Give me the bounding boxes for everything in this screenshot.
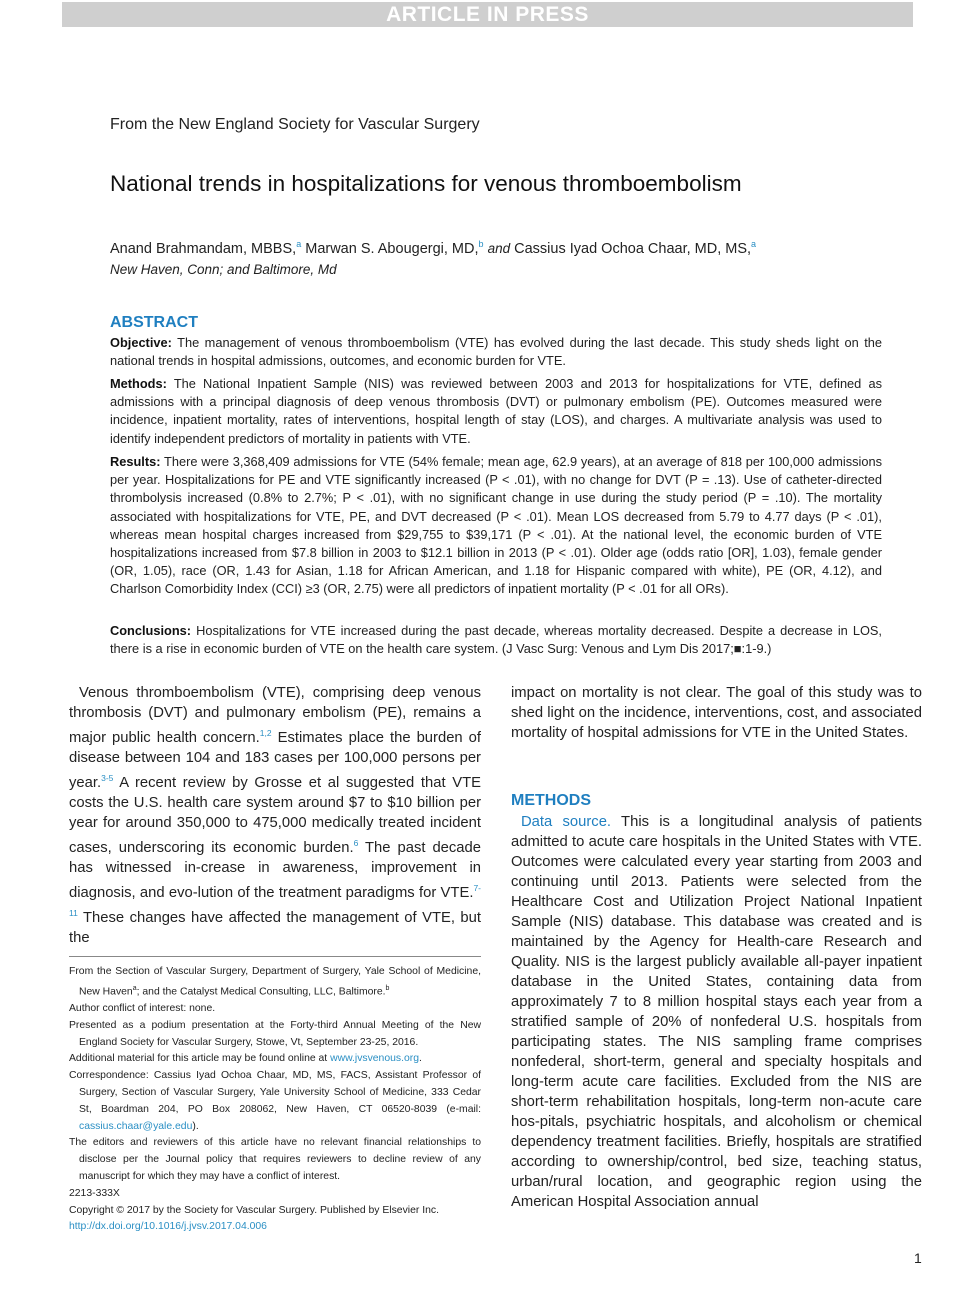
methods-heading: METHODS [511, 792, 591, 809]
affiliation-mark: a [296, 239, 302, 249]
author-conjunction: and [487, 240, 511, 256]
subsection-heading: Data source. [521, 814, 612, 830]
abstract-results [110, 453, 882, 599]
journal-website-link[interactable]: www.jvsvenous.org [330, 1053, 419, 1065]
abstract-methods [110, 375, 882, 448]
footnote-text: . [419, 1053, 422, 1065]
author-name: Marwan S. Abougergi, MD, [305, 240, 479, 257]
article-title: National trends in hospitalizations for venous thromboembolism [110, 171, 742, 196]
intro-continuation: impact on mortality is not clear. The goal of this study was to shed light on the incidence, interventions, cost, and associated mortality of hospital admissions for VTE in the United States. [511, 685, 922, 741]
footnote-text: From the Section of Vascular Surgery, Department of Surgery, Yale School of Medicine, New Haven [69, 966, 481, 998]
footnote-text: Additional material for this article may be found online at [69, 1053, 331, 1065]
intro-paragraph [69, 683, 481, 948]
footnote-correspondence [69, 1068, 481, 1135]
body-text: Venous thromboembolism (VTE), comprising deep venous thrombosis (DVT) and pulmonary embolism (PE), remains a major public health concern. [69, 685, 481, 746]
footnote-affiliations [69, 964, 481, 1001]
abstract-conclusions [110, 622, 882, 658]
footnote-text: ; and the Catalyst Medical Consulting, LLC, Baltimore. [136, 986, 386, 998]
author-name: Cassius Iyad Ochoa Chaar, MD, MS, [514, 240, 752, 257]
body-text: Estimates place the burden of disease between 104 and 183 cases per 100,000 persons per year. [69, 729, 482, 791]
author-location: New Haven, Conn; and Baltimore, Md [110, 262, 337, 277]
citation-ref[interactable]: 7-11 [69, 882, 481, 918]
copyright: Copyright © 2017 by the Society for Vascular Surgery. Published by Elsevier Inc. [69, 1204, 439, 1216]
footnote-text: Correspondence: Cassius Iyad Ochoa Chaar, MD, MS, FACS, Assistant Professor of Surgery, Section of Vascular Surgery, Yale University School of Medicine, 333 Cedar St, Boardman 204, PO Box 208062, New Haven, CT 06520-8039 (e-mail: [69, 1070, 481, 1115]
footnote-additional-material [69, 1051, 481, 1068]
email-link[interactable]: cassius.chaar@yale.edu [79, 1120, 193, 1132]
footnote-conflict: Author conflict of interest: none. [69, 1003, 216, 1015]
citation-ref[interactable]: 1,2 [259, 728, 272, 738]
affiliation-mark: a [751, 239, 757, 249]
footnote-text: ). [192, 1120, 199, 1132]
abstract-label: Methods: [110, 376, 167, 391]
body-text: These changes have affected the management of VTE, but the [69, 909, 481, 946]
footnote-presentation: Presented as a podium presentation at the Forty-third Annual Meeting of the New England Society for Vascular Surgery, Stowe, Vt, September 23-25, 2016. [69, 1019, 481, 1048]
citation-ref[interactable]: 6 [353, 837, 359, 848]
author-name: Anand Brahmandam, MBBS, [110, 240, 297, 257]
issn: 2213-333X [69, 1187, 120, 1199]
citation-ref[interactable]: 3-5 [101, 772, 114, 783]
affiliation-mark: b [385, 984, 390, 992]
article-in-press-banner: ARTICLE IN PRESS [62, 2, 913, 27]
methods-paragraph [511, 812, 922, 1212]
author-list [110, 239, 756, 257]
abstract-label: Conclusions: [110, 623, 192, 638]
affiliation-mark: a [132, 984, 137, 992]
abstract-label: Results: [110, 454, 161, 469]
abstract-label: Objective: [110, 335, 172, 350]
body-text: The past decade has witnessed in-crease in awareness, improvement in diagnosis, and evo-lution of the treatment paradigms for VTE. [69, 839, 481, 901]
doi-link[interactable]: http://dx.doi.org/10.1016/j.jvsv.2017.04.006 [69, 1221, 267, 1233]
affiliation-mark: b [478, 239, 484, 249]
society-line: From the New England Society for Vascular Surgery [110, 116, 480, 133]
abstract-text: There were 3,368,409 admissions for VTE (54% female; mean age, 62.9 years), at an average of 818 per 100,000 admissions per year. Hospitalizations for PE and VTE significantly increased (P < .01), with no change for DVT (P = .13). Use of catheter-directed thrombolysis increased (0.8% to 2.7%; P < .01), with no significant change in use during the study period (P = .10). The mortality associated with hospitalizations for VTE, PE, and DVT decreased (P < .01). Mean LOS decreased from 5.79 to 4.77 days (P < .01), whereas mean hospital charges increased from $29,755 to $39,171 (P < .01). At the national level, the economic burden of VTE hospitalizations increased from $7.8 billion in 2003 to $12.1 billion in 2013 (P < .01). Older age (odds ratio [OR], 1.03), female gender (OR, 1.05), race (OR, 1.43 for Asian, 1.18 for African American, and 1.18 for Hispanic compared with white), PE (OR, 4.12), and Charlson Comorbidity Index (CCI) ≥3 (OR, 2.75) were all predictors of inpatient mortality (P < .01 for all ORs). [110, 454, 882, 597]
footnote-divider [69, 956, 481, 957]
footnote-editors: The editors and reviewers of this article have no relevant financial relationships to disclose per the Journal policy that requires reviewers to decline review of any manuscript for which they may have a conflict of interest. [69, 1137, 481, 1183]
abstract-text: Hospitalizations for VTE increased during the past decade, whereas mortality decreased. Despite a decrease in LOS, there is a rise in economic burden of VTE on the health care system. (J Vasc Surg: Venous and Lym Dis 2017;■:1-9.) [110, 623, 882, 657]
page-number: 1 [914, 1250, 922, 1266]
body-text: This is a longitudinal analysis of patients admitted to acute care hospitals in the United States with VTE. Outcomes were calculated every year starting from 2003 and continuing until 2013. Patients were selected from the Healthcare Cost and Utilization Project National Inpatient Sample (NIS) database. This database was created and is maintained by the Agency for Health-care Research and Quality. NIS is the largest publicly available all-payer inpatient database in the United States, containing data from approximately 7 to 8 million hospital stays each year from a stratified sample of 20% of nonfederal U.S. hospitals from participating states. The NIS sampling frame comprises nonfederal, short-term, general and specialty hospitals and long-term acute care facilities. Excluded from the NIS are short-term rehabilitation hospitals, long-term non-acute care hos-pitals, psychiatric hospitals, and alcoholism or chemical dependency treatment facilities. Briefly, hospitals are stratified according to ownership/control, bed size, teaching status, urban/rural location, and geographic region using the American Hospital Association annual [511, 814, 922, 1210]
footnotes [69, 964, 481, 1236]
abstract-objective [110, 334, 882, 370]
abstract-text: The management of venous thromboembolism (VTE) has evolved during the last decade. This study sheds light on the national trends in hospital admissions, outcomes, and economic burden for VTE. [110, 335, 883, 369]
abstract-text: The National Inpatient Sample (NIS) was reviewed between 2003 and 2013 for hospitalizations for VTE, defined as admissions with a principal diagnosis of deep venous thrombosis (DVT) or pulmonary embolism (PE). Outcomes measured were incidence, inpatient mortality, rates of interventions, hospital length of stay (LOS), and charges. A multivariate analysis was used to identify independent predictors of mortality in patients with VTE. [110, 376, 882, 446]
body-text: A recent review by Grosse et al suggested that VTE costs the U.S. health care system around $7 to $10 billion per year for around 350,000 to 475,000 medically treated incident cases, underscoring its economic burden. [69, 774, 481, 856]
abstract-heading: ABSTRACT [110, 314, 198, 331]
